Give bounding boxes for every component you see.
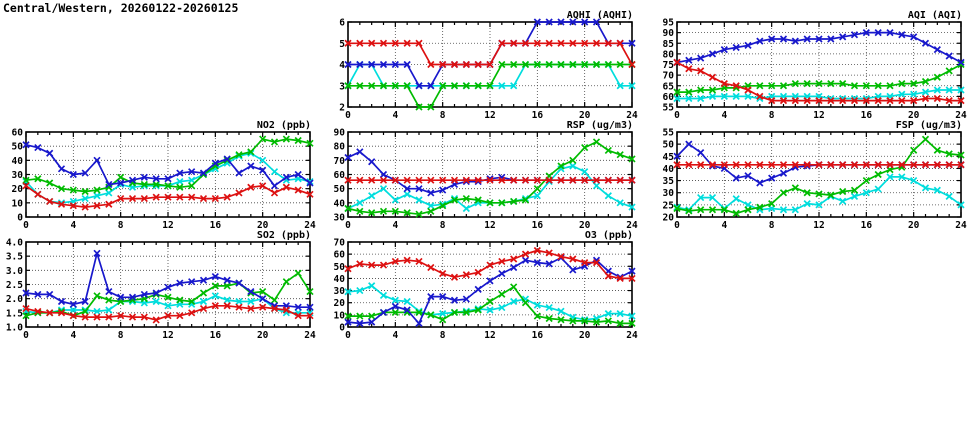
svg-text:4: 4 (70, 220, 77, 230)
svg-text:4: 4 (721, 110, 728, 120)
svg-text:24: 24 (626, 220, 638, 230)
svg-text:45: 45 (662, 151, 674, 163)
fsp-title: FSP (ug/m3) (895, 120, 962, 131)
svg-text:4: 4 (339, 60, 345, 71)
svg-text:50: 50 (333, 261, 345, 273)
svg-text:60: 60 (333, 249, 345, 261)
svg-text:4: 4 (392, 220, 399, 230)
svg-text:4: 4 (392, 110, 399, 120)
svg-text:16: 16 (531, 220, 544, 230)
svg-text:24: 24 (626, 110, 638, 120)
chart-fsp (651, 118, 973, 230)
page-title: Central/Western, 20260122-20260125 (3, 1, 239, 15)
svg-text:0: 0 (339, 322, 345, 334)
svg-text:40: 40 (333, 273, 345, 285)
so2-blue-series (23, 250, 313, 310)
svg-text:8: 8 (439, 220, 446, 230)
svg-text:8: 8 (439, 110, 446, 120)
svg-text:12: 12 (813, 220, 825, 230)
svg-text:8: 8 (768, 110, 775, 120)
svg-text:12: 12 (484, 110, 496, 120)
svg-text:8: 8 (117, 330, 124, 340)
chart-o3 (322, 228, 644, 340)
svg-text:10: 10 (333, 310, 345, 322)
o3-plot (322, 228, 644, 340)
svg-text:60: 60 (662, 91, 674, 103)
svg-text:50: 50 (333, 184, 345, 196)
svg-text:20: 20 (662, 212, 674, 224)
fsp-plot (651, 118, 973, 230)
aqi-plot (651, 8, 973, 120)
svg-text:40: 40 (11, 155, 23, 167)
svg-text:16: 16 (209, 330, 222, 340)
svg-text:70: 70 (333, 155, 345, 167)
chart-so2 (0, 228, 322, 340)
svg-text:5: 5 (339, 38, 345, 50)
svg-text:24: 24 (626, 330, 638, 340)
svg-text:16: 16 (860, 110, 873, 120)
o3-grid (348, 242, 632, 327)
chart-aqhi (322, 8, 644, 120)
svg-text:60: 60 (333, 170, 345, 181)
svg-text:55: 55 (662, 102, 674, 114)
svg-text:80: 80 (662, 49, 674, 61)
svg-text:30: 30 (333, 286, 345, 298)
svg-text:2.0: 2.0 (5, 294, 23, 306)
svg-text:8: 8 (768, 220, 775, 230)
svg-text:50: 50 (662, 139, 674, 151)
svg-text:24: 24 (955, 110, 967, 120)
svg-text:0: 0 (345, 110, 351, 120)
aqi-tick-labels (663, 18, 967, 121)
svg-text:12: 12 (813, 110, 825, 120)
svg-text:2.5: 2.5 (5, 280, 23, 291)
rsp-tick-labels (334, 128, 638, 231)
svg-text:6: 6 (339, 17, 345, 29)
svg-text:20: 20 (256, 220, 269, 230)
no2-plot (0, 118, 322, 230)
svg-text:16: 16 (531, 330, 544, 340)
svg-text:0: 0 (345, 220, 351, 230)
svg-text:30: 30 (11, 170, 23, 181)
no2-grid (26, 132, 310, 217)
svg-text:3: 3 (339, 81, 345, 93)
svg-text:0: 0 (674, 220, 680, 230)
svg-text:1.0: 1.0 (5, 322, 23, 334)
svg-text:40: 40 (662, 163, 674, 175)
svg-text:16: 16 (531, 110, 544, 120)
svg-text:8: 8 (439, 330, 446, 340)
svg-text:4: 4 (721, 220, 728, 230)
svg-text:20: 20 (578, 220, 591, 230)
svg-text:0: 0 (23, 330, 29, 340)
so2-title: SO2 (ppb) (256, 230, 311, 241)
no2-title: NO2 (ppb) (256, 120, 311, 131)
svg-text:50: 50 (11, 141, 23, 153)
svg-text:0: 0 (345, 330, 351, 340)
svg-text:3.0: 3.0 (5, 265, 23, 277)
aqhi-red-series (345, 40, 635, 67)
aqhi-blue-series (345, 19, 635, 89)
so2-plot (0, 228, 322, 340)
chart-rsp (322, 118, 644, 230)
svg-text:4: 4 (392, 330, 399, 340)
svg-text:75: 75 (662, 60, 674, 71)
chart-no2 (0, 118, 322, 230)
svg-text:85: 85 (662, 38, 674, 50)
svg-text:90: 90 (333, 127, 345, 139)
svg-text:95: 95 (662, 17, 674, 29)
svg-text:20: 20 (907, 220, 920, 230)
so2-tick-labels (6, 238, 316, 341)
svg-text:10: 10 (11, 198, 23, 210)
svg-text:12: 12 (162, 220, 174, 230)
svg-text:24: 24 (304, 220, 316, 230)
svg-text:20: 20 (256, 330, 269, 340)
svg-text:0: 0 (674, 110, 680, 120)
rsp-title: RSP (ug/m3) (566, 120, 633, 131)
svg-text:24: 24 (304, 330, 316, 340)
svg-text:60: 60 (11, 127, 23, 139)
svg-text:20: 20 (907, 110, 920, 120)
svg-text:12: 12 (484, 330, 496, 340)
o3-title: O3 (ppb) (584, 230, 633, 241)
svg-text:70: 70 (662, 70, 674, 82)
svg-text:40: 40 (333, 198, 345, 210)
svg-text:20: 20 (333, 298, 345, 310)
svg-text:0: 0 (23, 220, 29, 230)
svg-text:30: 30 (333, 212, 345, 224)
svg-text:20: 20 (11, 184, 23, 196)
svg-text:24: 24 (955, 220, 967, 230)
svg-text:80: 80 (333, 141, 345, 153)
svg-text:30: 30 (662, 188, 674, 200)
svg-text:20: 20 (578, 330, 591, 340)
svg-text:20: 20 (578, 110, 591, 120)
rsp-plot (322, 118, 644, 230)
svg-text:70: 70 (333, 237, 345, 249)
chart-aqi (651, 8, 973, 120)
svg-text:1.5: 1.5 (5, 308, 23, 320)
svg-text:35: 35 (662, 176, 674, 188)
svg-text:12: 12 (484, 220, 496, 230)
o3-red-series (345, 248, 635, 282)
svg-text:0: 0 (17, 212, 23, 224)
aqhi-title: AQHI (AQHI) (566, 10, 633, 21)
svg-text:65: 65 (662, 81, 674, 93)
aqi-title: AQI (AQI) (907, 10, 962, 21)
o3-tick-labels (334, 238, 638, 341)
svg-text:4.0: 4.0 (5, 237, 23, 249)
aqhi-plot (322, 8, 644, 120)
svg-text:3.5: 3.5 (5, 251, 23, 263)
svg-text:12: 12 (162, 330, 174, 340)
svg-text:16: 16 (860, 220, 873, 230)
aqi-green-series (674, 62, 964, 96)
svg-text:2: 2 (339, 102, 345, 114)
svg-text:25: 25 (662, 200, 674, 212)
svg-text:16: 16 (209, 220, 222, 230)
svg-text:4: 4 (70, 330, 77, 340)
svg-text:55: 55 (662, 127, 674, 139)
svg-text:90: 90 (662, 28, 674, 40)
svg-text:8: 8 (117, 220, 124, 230)
